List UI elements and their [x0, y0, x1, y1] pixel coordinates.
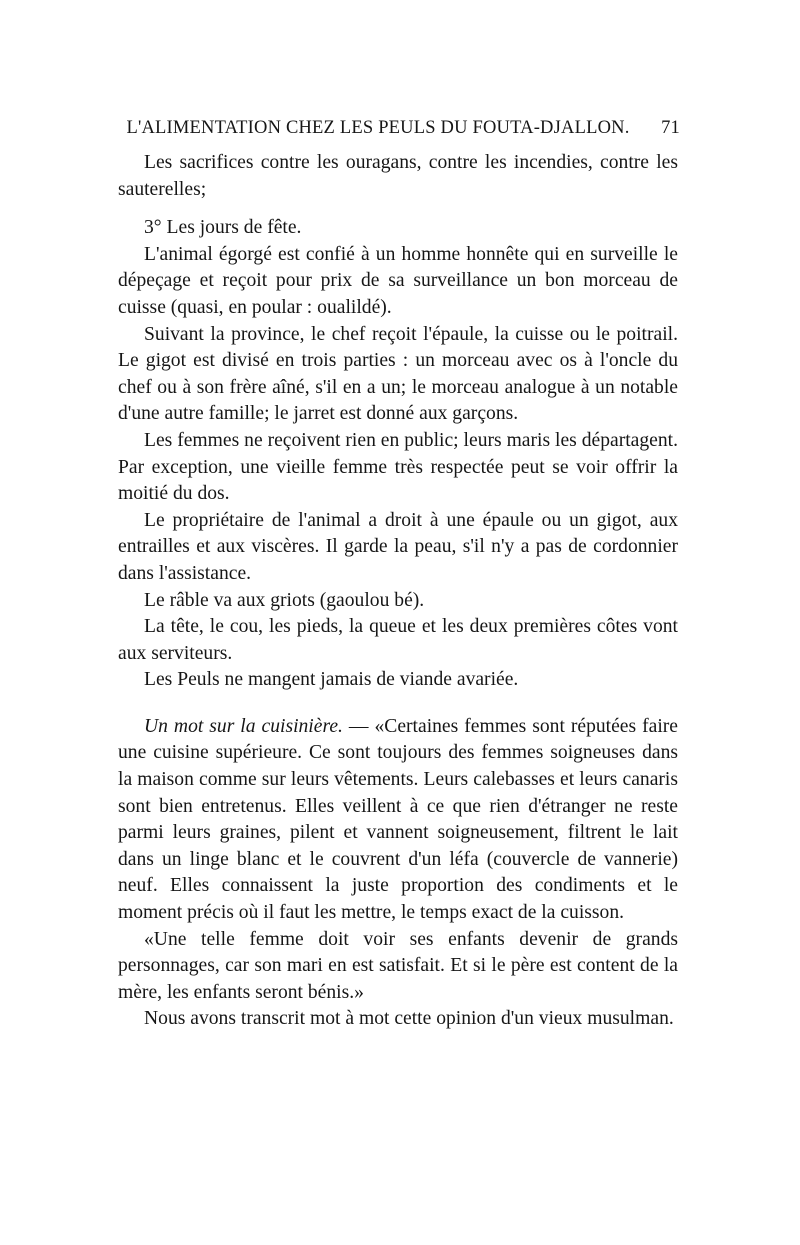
paragraph-femmes: Les femmes ne reçoivent rien en public; leurs maris les départagent. Par exception, une vieille femme très respectée peut se voir offrir la moitié du dos. [118, 429, 678, 505]
paragraph-sacrifices: Les sacrifices contre les ouragans, contre les incendies, contre les sauterelles; [118, 152, 678, 200]
running-header [118, 118, 678, 148]
paragraph-viande: Les Peuls ne mangent jamais de viande avariée. [144, 669, 519, 691]
page-number: 71 [661, 118, 680, 138]
paragraph-province: Suivant la province, le chef reçoit l'épaule, la cuisse ou le poitrail. Le gigot est divisé en trois parties : un morceau avec os à l'oncle du chef ou à son frère aîné, s'il en a un; le morceau analogue à un notable d'une autre famille; le jarret est donné aux garçons. [118, 323, 678, 425]
paragraph-jours-de-fete: 3° Les jours de fête. [144, 217, 302, 239]
paragraph-cuisiniere [118, 714, 678, 927]
cuisiniere-text: — «Certaines femmes sont réputées faire une cuisine supérieure. Ce sont toujours des femmes soigneuses dans la maison comme sur leurs vêtements. Leurs calebasses et leurs canaris sont bien entretenus. Elles veillent à ce que rien d'étranger ne reste parmi leurs graines, pilent et vannent soigneusement, filtrent le lait dans un linge blanc et le couvrent d'un léfa (couvercle de vannerie) neuf. Elles connaissent la juste proportion des condiments et le moment précis où il faut les mettre, le temps exact de la cuisson. [118, 715, 678, 924]
paragraph-tete: La tête, le cou, les pieds, la queue et les deux premières côtes vont aux serviteurs. [118, 616, 678, 664]
section-heading-cuisiniere: Un mot sur la cuisinière. [144, 715, 343, 737]
book-page [118, 118, 678, 1033]
paragraph-animal-egorge: L'animal égorgé est confié à un homme honnête qui en surveille le dépeçage et reçoit pour prix de sa surveillance un bon morceau de cuisse (quasi, en poular : oualildé). [118, 243, 678, 318]
paragraph-rable: Le râble va aux griots (gaoulou bé). [144, 589, 425, 611]
paragraph-telle-femme: «Une telle femme doit voir ses enfants devenir de grands personnages, car son mari en est satisfait. Et si le père est content de la mère, les enfants seront bénis.» [118, 928, 678, 1003]
running-title: L'ALIMENTATION CHEZ LES PEULS DU FOUTA-DJALLON. [126, 118, 630, 138]
paragraph-transcrit: Nous avons transcrit mot à mot cette opinion d'un vieux musulman. [144, 1008, 674, 1030]
paragraph-proprietaire: Le propriétaire de l'animal a droit à une épaule ou un gigot, aux entrailles et aux viscères. Il garde la peau, s'il n'y a pas de cordonnier dans l'assistance. [118, 509, 678, 584]
